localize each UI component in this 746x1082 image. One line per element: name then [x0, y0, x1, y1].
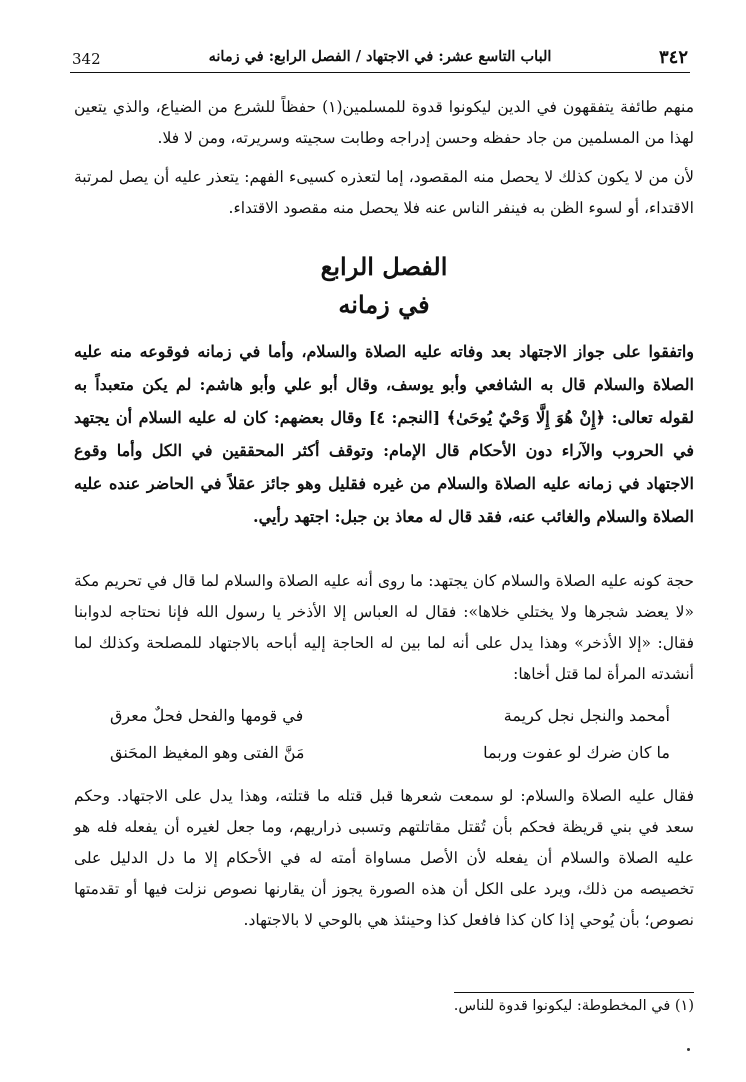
footnote-divider — [454, 992, 694, 993]
page-speck — [687, 1048, 690, 1051]
page-header — [70, 46, 690, 73]
footnote: (١) في المخطوطة: ليكونوا قدوة للناس. — [453, 998, 694, 1014]
verse-second-hemistich: مَنَّ الفتى وهو المغيظ المحَنق — [110, 743, 305, 762]
verse-second-hemistich: في قومها والفحل فحلٌ معرق — [110, 706, 304, 725]
running-title: الباب التاسع عشر: في الاجتهاد / الفصل الرابع: في زمانه — [208, 48, 552, 65]
matn-paragraph: واتفقوا على جواز الاجتهاد بعد وفاته عليه الصلاة والسلام، وأما في زمانه فوقوعه منه عليه الصلاة والسلام قال به الشافعي وأبو يوسف، وقال أبو علي وأبو هاشم: لم يكن متعبداً به لقوله تعالى: ﴿إِنْ هُوَ إِلَّا وَحْيٌ يُوحَىٰ﴾ [النجم: ٤] وقال بعضهم: كان له عليه السلام أن يجتهد في الحروب والآراء دون الأحكام قال الإمام: وتوقف أكثر المحققين في الكل وأما وقوع الاجتهاد في زمانه عليه الصلاة والسلام من غيره فقليل وهو جائز عقلاً في الحاضر عنده عليه الصلاة والسلام والغائب عنه، فقد قال له معاذ بن جبل: اجتهد رأيي. — [74, 342, 695, 526]
poem-verse — [110, 743, 670, 773]
matn-text — [74, 335, 694, 533]
chapter-title: الفصل الرابع — [320, 252, 448, 281]
page-number-latin: 342 — [72, 50, 101, 68]
paragraph: منهم طائفة يتفقهون في الدين ليكونوا قدوة للمسلمين(١) حفظاً للشرع من الضياع، والذي يتعين لهذا من المسلمين من جاد حفظه وحسن إدراجه وطابت سجيته وسريرته، ومن لا فلا. — [74, 98, 695, 147]
verse-first-hemistich: أمحمد والنجل نجل كريمة — [503, 706, 670, 725]
paragraph: لأن من لا يكون كذلك لا يحصل منه المقصود، إما لتعذره كسيىء الفهم: يتعذر عليه أن يصل لمرتبة الاقتداء، أو لسوء الظن به فينفر الناس عنه فلا يحصل منه مقصود الاقتداء. — [74, 168, 694, 217]
paragraph: حجة كونه عليه الصلاة والسلام كان يجتهد: ما روى أنه عليه الصلاة والسلام لما قال في تحريم مكة «لا يعضد شجرها ولا يختلي خلاها»: فقال له العباس إلا الأذخر يا رسول الله فإنا نحتاجه لدوابنا فقال: «إلا الأذخر» وهذا يدل على أنه لما بين له الحاجة إليه أباحه بالاجتهاد للمصلحة وكذلك لما أنشدته المرأة لما قتل أخاها: — [74, 572, 694, 683]
chapter-subtitle: في زمانه — [338, 290, 430, 319]
commentary-2 — [74, 781, 694, 936]
page-number-arabic: ٣٤٢ — [658, 47, 688, 68]
commentary-1 — [74, 566, 694, 690]
poem-verse — [110, 706, 670, 736]
verse-first-hemistich: ما كان ضرك لو عفوت وربما — [483, 743, 670, 762]
intro-paragraphs — [74, 92, 694, 224]
paragraph: فقال عليه الصلاة والسلام: لو سمعت شعرها قبل قتله ما قتلته، وهذا يدل على الاجتهاد. وحكم سعد في بني قريظة فحكم بأن تُقتل مقاتلتهم وتسبى ذراريهم، وما جعل لغيره أن يفعله فله هو عليه الصلاة والسلام أن يفعله لأن الأصل مساواة أمته له في الأحكام إلا ما دل الدليل على تخصيصه من ذلك، ويرد على الكل أن هذه الصورة يجوز أن يقارنها نصوص نزلت فيها أو تقدمتها نصوص؛ بأن يُوحي إذا كان كذا فافعل كذا وحينئذ هي بالوحي لا بالاجتهاد. — [74, 787, 694, 929]
